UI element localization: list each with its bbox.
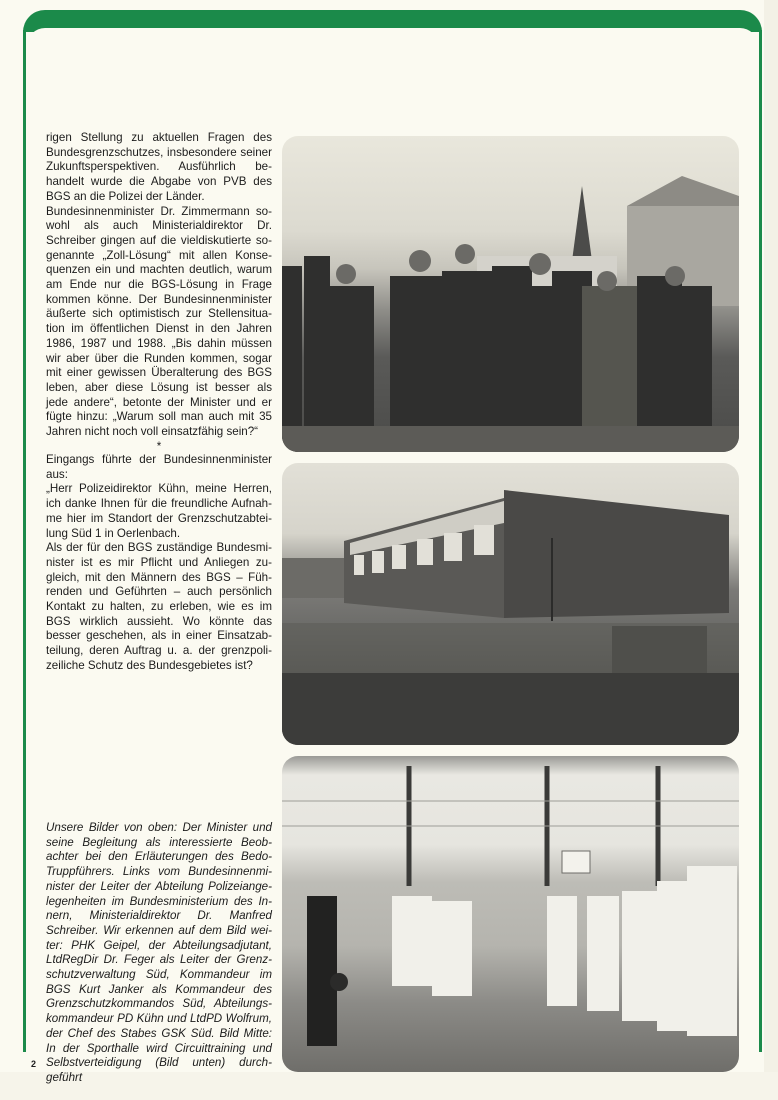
group-photo-illustration [282, 136, 739, 452]
frame-inner-mask [27, 28, 758, 58]
page-number: 2 [31, 1059, 37, 1069]
photo-sports-hall [282, 463, 739, 745]
photo-caption [46, 821, 272, 1086]
paragraph: „Herr Polizeidirektor Kühn, meine Herren, ich danke Ihnen für die freundliche Aufnahme hier im Standort der Grenzschutzabteilung Süd 1 in Oerlenbach. [46, 482, 272, 540]
paragraph: Eingangs führte der Bundesinnenminister aus: [46, 453, 272, 481]
photo-self-defense-training [282, 756, 739, 1072]
paragraph: Als der für den BGS zuständige Bundesminister ist es mir Pflicht und Anliegen zugleich, mit den Männern des BGS – Führenden und Geführten – auch persönlich Kontakt zu halten, zu erleben, wie es im BGS wirklich aussieht. Wo könnte das besser geschehen, als in einer Einsatzabteilung, deren Auftrag u. a. der grenzpolizeiliche Schutz des Bundesgebietes ist? [46, 541, 272, 672]
sports-hall-illustration [282, 463, 739, 745]
caption-text: Unsere Bilder von oben: Der Minister und seine Begleitung als interessierte Beobachter bei den Erläuterungen des Bedo-Truppführers. Links vom Bundesinnenminister der Leiter der Abteilung Polizeiangelegenheiten im Bundesministerium des Innern, Ministerialdirektor Dr. Manfred Schreiber. Wir erkennen auf dem Bild weiter: PHK Geipel, der Abteilungsadjutant, LtdRegDir Dr. Feger als Leiter der Grenzschutzverwaltung Süd, Kommandeur im BGS Kurt Janker als Kommandeur des Grenzschutzkommandos Süd, Abteilungskommandeur PD Kühn und LtdPD Wolfrum, der Chef des Stabes GSK Süd. Bild Mitte: In der Sporthalle wird Circuittraining und Selbstverteidigung (Bild unten) durchgeführt [46, 821, 272, 1084]
training-hall-illustration [282, 756, 739, 1072]
section-separator: * [156, 439, 162, 453]
green-frame-left [23, 30, 26, 1052]
page-edge [764, 0, 778, 1100]
article-text-block-1 [46, 131, 272, 454]
article-text-block-2 [46, 453, 272, 674]
green-frame-right [759, 30, 762, 1052]
paragraph: Bundesinnenminister Dr. Zimmermann sowohl als auch Ministerialdirektor Dr. Schreiber gingen auf die vieldiskutierte sogenannte „Zoll-Lösung“ mit allen Konsequenzen ein und machten deutlich, warum am Ende nur die BGS-Lösung in Frage kommen könne. Der Bundesinnenminister äußerte sich optimistisch zur Stellensituation im öffentlichen Dienst in den Jahren 1986, 1987 und 1988. „Bis dahin müssen wir aber über die Runden kommen, sogar mit einer gewissen Überalterung des BGS leben, aber diese Lösung ist besser als jede andere“, betonte der Minister und er fügte hinzu: „Warum soll man auch mit 35 Jahren nicht noch voll einsatzfähig sein?“ [46, 204, 272, 439]
photo-minister-group [282, 136, 739, 452]
paragraph: rigen Stellung zu aktuellen Fragen des Bundesgrenzschutzes, insbesondere seiner Zukunftsperspektiven. Ausführlich behandelt wurde die Abgabe von PVB des BGS an die Polizei der Länder. [46, 131, 272, 203]
